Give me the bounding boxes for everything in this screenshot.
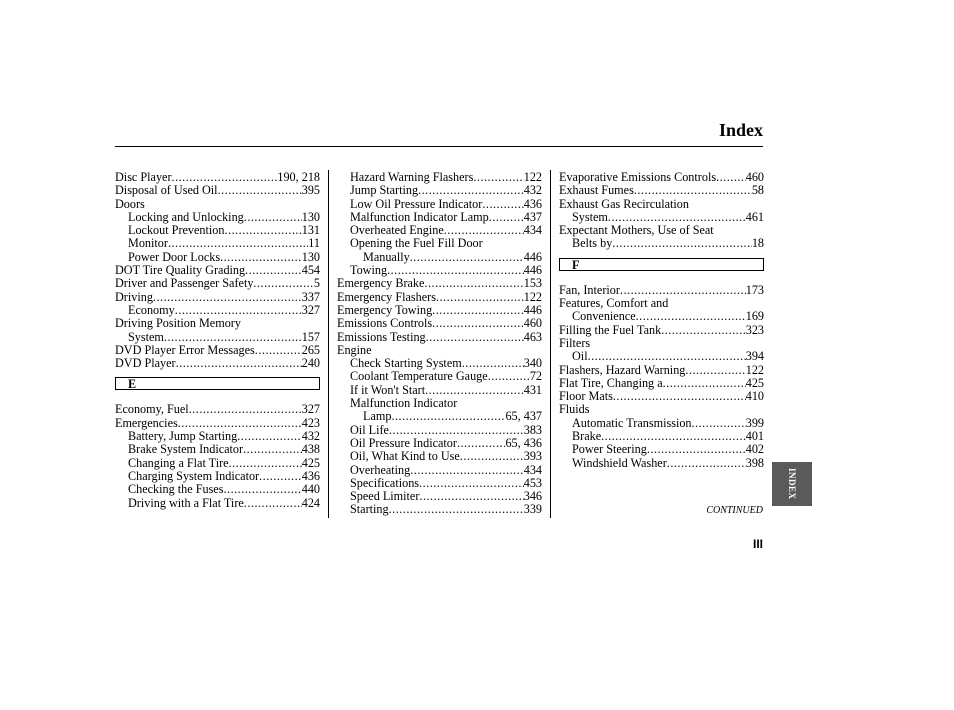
index-heading: [559, 403, 764, 416]
entry-page-number: 460: [523, 316, 542, 331]
index-entry[interactable]: [337, 490, 542, 503]
dot-leader: [601, 430, 746, 443]
index-entry[interactable]: [337, 251, 542, 264]
dot-leader: [612, 237, 752, 250]
dot-leader: [432, 317, 524, 330]
entry-text: Belts by: [572, 236, 613, 251]
dot-leader: [432, 304, 524, 317]
entry-text: Disc Player: [115, 170, 172, 184]
entry-page-number: 339: [523, 502, 542, 517]
entry-text: Opening the Fuel Fill Door: [350, 236, 483, 251]
index-entry[interactable]: [115, 331, 320, 344]
dot-leader: [224, 224, 301, 237]
index-entry[interactable]: [115, 184, 320, 197]
index-heading: [559, 198, 764, 211]
index-entry[interactable]: [337, 370, 542, 383]
index-entry[interactable]: [559, 430, 764, 443]
dot-leader: [462, 357, 524, 370]
index-entry[interactable]: [559, 310, 764, 323]
dot-leader: [164, 331, 302, 344]
index-entry[interactable]: [337, 437, 542, 450]
index-entry[interactable]: [337, 304, 542, 317]
index-entry[interactable]: [115, 237, 320, 250]
entry-page-number: 383: [523, 422, 542, 437]
entry-text: Disposal of Used Oil: [115, 183, 218, 198]
index-column-2: [337, 171, 542, 517]
entry-page-number: 153: [523, 276, 542, 291]
dot-leader: [243, 443, 302, 456]
index-entry[interactable]: [115, 497, 320, 510]
dot-leader: [168, 237, 308, 250]
entry-page-number: 395: [301, 183, 320, 198]
dot-leader: [482, 198, 523, 211]
dot-leader: [488, 370, 530, 383]
entry-text: Flat Tire, Changing a: [559, 375, 663, 390]
index-heading: [115, 198, 320, 211]
dot-leader: [237, 430, 301, 443]
index-entry[interactable]: [337, 384, 542, 397]
entry-page-number: 240: [301, 356, 320, 371]
entry-page-number: 436: [301, 468, 320, 483]
index-entry[interactable]: [115, 457, 320, 470]
entry-page-number: 337: [301, 289, 320, 304]
entry-text: Emissions Testing: [337, 329, 426, 344]
entry-page-number: 436: [523, 196, 542, 211]
entry-text: Floor Mats: [559, 389, 613, 404]
entry-page-number: 423: [301, 415, 320, 430]
index-entry[interactable]: [559, 284, 764, 297]
index-entry[interactable]: [337, 198, 542, 211]
entry-text: Brake: [572, 429, 602, 444]
entry-text: Low Oil Pressure Indicator: [350, 196, 483, 211]
entry-text: Exhaust Fumes: [559, 183, 634, 198]
entry-text: Driving Position Memory: [115, 316, 241, 331]
dot-leader: [244, 497, 302, 510]
entry-page-number: 65, 437: [505, 409, 542, 424]
entry-text: DOT Tire Quality Grading: [115, 263, 246, 278]
page-title: Index: [718, 120, 763, 140]
index-entry[interactable]: [115, 430, 320, 443]
entry-page-number: 461: [745, 209, 764, 224]
entry-page-number: 122: [523, 289, 542, 304]
dot-leader: [634, 184, 752, 197]
index-entry[interactable]: [115, 443, 320, 456]
dot-leader: [647, 443, 746, 456]
index-side-tab[interactable]: [772, 462, 812, 506]
entry-page-number: 401: [745, 429, 764, 444]
dot-leader: [444, 224, 524, 237]
dot-leader: [436, 291, 524, 304]
entry-text: Convenience: [572, 309, 636, 324]
entry-text: Locking and Unlocking: [128, 209, 244, 224]
index-entry[interactable]: [115, 470, 320, 483]
entry-page-number: 327: [301, 402, 320, 417]
index-entry[interactable]: [337, 171, 542, 184]
index-entry[interactable]: [337, 464, 542, 477]
entry-page-number: 130: [301, 209, 320, 224]
entry-page-number: 58: [751, 183, 764, 198]
entry-text: Oil Pressure Indicator: [350, 435, 457, 450]
dot-leader: [460, 450, 524, 463]
dot-leader: [613, 390, 746, 403]
entry-text: Economy: [128, 302, 175, 317]
entry-page-number: 424: [301, 495, 320, 510]
entry-text: System: [572, 209, 608, 224]
side-tab-label: INDEX: [787, 468, 797, 500]
entry-text: Malfunction Indicator: [350, 396, 458, 411]
entry-text: Starting: [350, 502, 389, 517]
index-entry[interactable]: [559, 237, 764, 250]
index-heading: [559, 337, 764, 350]
index-entry[interactable]: [115, 224, 320, 237]
entry-page-number: 130: [301, 249, 320, 264]
index-entry[interactable]: [337, 357, 542, 370]
title-rule: [115, 146, 763, 147]
index-entry[interactable]: [337, 477, 542, 490]
index-entry[interactable]: [337, 424, 542, 437]
entry-page-number: 432: [523, 183, 542, 198]
index-entry[interactable]: [559, 390, 764, 403]
entry-page-number: 340: [523, 356, 542, 371]
index-heading: [559, 297, 764, 310]
entry-page-number: 446: [523, 302, 542, 317]
dot-leader: [253, 277, 313, 290]
index-entry[interactable]: [337, 264, 542, 277]
column-divider: [328, 170, 329, 518]
dot-leader: [244, 211, 302, 224]
dot-leader: [685, 364, 745, 377]
page-number: III: [752, 537, 763, 551]
index-column-3: [559, 171, 764, 470]
entry-page-number: 190, 218: [277, 170, 320, 184]
entry-text: Malfunction Indicator Lamp: [350, 209, 489, 224]
entry-text: DVD Player Error Messages: [115, 342, 255, 357]
index-entry[interactable]: [559, 324, 764, 337]
entry-page-number: 393: [523, 449, 542, 464]
entry-page-number: 169: [745, 309, 764, 324]
entry-text: Checking the Fuses: [128, 482, 224, 497]
dot-leader: [389, 424, 524, 437]
entry-text: Specifications: [350, 475, 420, 490]
entry-page-number: 453: [523, 475, 542, 490]
entry-text: Oil: [572, 349, 588, 364]
entry-text: Lamp: [363, 409, 392, 424]
entry-text: Flashers, Hazard Warning: [559, 362, 686, 377]
entry-page-number: 434: [523, 223, 542, 238]
entry-text: Changing a Flat Tire: [128, 455, 229, 470]
entry-text: DVD Player: [115, 356, 176, 371]
index-heading: [337, 237, 542, 250]
dot-leader: [172, 171, 278, 184]
entry-page-number: 432: [301, 429, 320, 444]
entry-text: Evaporative Emissions Controls: [559, 170, 717, 184]
entry-text: Charging System Indicator: [128, 468, 260, 483]
entry-page-number: 460: [745, 170, 764, 184]
dot-leader: [245, 264, 302, 277]
index-entry[interactable]: [115, 251, 320, 264]
dot-leader: [588, 350, 746, 363]
dot-leader: [663, 377, 746, 390]
index-entry[interactable]: [337, 277, 542, 290]
entry-text: Emissions Controls: [337, 316, 433, 331]
entry-text: Oil, What Kind to Use: [350, 449, 460, 464]
dot-leader: [418, 184, 524, 197]
dot-leader: [229, 457, 302, 470]
index-entry[interactable]: [115, 277, 320, 290]
entry-page-number: 446: [523, 263, 542, 278]
dot-leader: [473, 171, 523, 184]
entry-page-number: 454: [301, 263, 320, 278]
entry-page-number: 18: [751, 236, 764, 251]
index-entry[interactable]: [559, 377, 764, 390]
index-entry[interactable]: [559, 443, 764, 456]
index-entry[interactable]: [337, 224, 542, 237]
index-entry[interactable]: [559, 171, 764, 184]
dot-leader: [489, 211, 524, 224]
entry-text: Coolant Temperature Gauge: [350, 369, 488, 384]
entry-text: Jump Starting: [350, 183, 419, 198]
dot-leader: [457, 437, 505, 450]
dot-leader: [426, 331, 524, 344]
section-letter-box: E: [115, 377, 320, 390]
entry-page-number: 425: [745, 375, 764, 390]
dot-leader: [620, 284, 746, 297]
index-entry[interactable]: [115, 403, 320, 416]
entry-text: Emergency Towing: [337, 302, 433, 317]
index-heading: [337, 344, 542, 357]
dot-leader: [189, 403, 302, 416]
entry-text: Doors: [115, 196, 145, 211]
dot-leader: [410, 251, 524, 264]
entry-page-number: 410: [745, 389, 764, 404]
index-heading: [559, 224, 764, 237]
index-entry[interactable]: [337, 410, 542, 423]
dot-leader: [391, 410, 505, 423]
entry-text: Monitor: [128, 236, 168, 251]
index-entry[interactable]: [337, 184, 542, 197]
dot-leader: [389, 503, 524, 516]
entry-text: If it Won't Start: [350, 382, 426, 397]
index-entry[interactable]: [337, 450, 542, 463]
entry-text: Brake System Indicator: [128, 442, 244, 457]
index-entry[interactable]: [337, 331, 542, 344]
entry-text: Driving: [115, 289, 153, 304]
entry-text: Exhaust Gas Recirculation: [559, 196, 689, 211]
continued-label: CONTINUED: [706, 505, 763, 516]
entry-page-number: 399: [745, 415, 764, 430]
dot-leader: [667, 457, 746, 470]
entry-page-number: 438: [301, 442, 320, 457]
entry-text: Manually: [363, 249, 410, 264]
entry-text: Overheating: [350, 462, 411, 477]
dot-leader: [716, 171, 746, 184]
dot-leader: [636, 310, 746, 323]
dot-leader: [419, 490, 523, 503]
index-entry[interactable]: [337, 503, 542, 516]
index-entry[interactable]: [115, 357, 320, 370]
index-entry[interactable]: [559, 364, 764, 377]
dot-leader: [692, 417, 746, 430]
entry-page-number: 157: [301, 329, 320, 344]
entry-page-number: 346: [523, 489, 542, 504]
index-entry[interactable]: [115, 417, 320, 430]
entry-page-number: 173: [745, 282, 764, 297]
entry-text: System: [128, 329, 164, 344]
entry-page-number: 434: [523, 462, 542, 477]
entry-page-number: 463: [523, 329, 542, 344]
index-entry[interactable]: [559, 457, 764, 470]
entry-text: Lockout Prevention: [128, 223, 225, 238]
entry-page-number: 131: [301, 223, 320, 238]
column-divider: [550, 170, 551, 518]
entry-text: Check Starting System: [350, 356, 462, 371]
entry-page-number: 122: [523, 170, 542, 184]
dot-leader: [176, 357, 302, 370]
entry-page-number: 446: [523, 249, 542, 264]
dot-leader: [220, 251, 302, 264]
entry-page-number: 437: [523, 209, 542, 224]
entry-page-number: 440: [301, 482, 320, 497]
dot-leader: [608, 211, 746, 224]
index-entry[interactable]: [559, 350, 764, 363]
dot-leader: [175, 304, 302, 317]
entry-text: Speed Limiter: [350, 489, 420, 504]
entry-page-number: 327: [301, 302, 320, 317]
index-entry[interactable]: [115, 171, 320, 184]
dot-leader: [661, 324, 746, 337]
entry-text: Overheated Engine: [350, 223, 444, 238]
entry-text: Fan, Interior: [559, 282, 620, 297]
index-entry[interactable]: [559, 184, 764, 197]
dot-leader: [259, 470, 302, 483]
dot-leader: [424, 277, 523, 290]
index-entry[interactable]: [337, 291, 542, 304]
entry-text: Economy, Fuel: [115, 402, 189, 417]
entry-page-number: 431: [523, 382, 542, 397]
dot-leader: [410, 464, 523, 477]
entry-page-number: 323: [745, 322, 764, 337]
dot-leader: [153, 291, 302, 304]
entry-text: Engine: [337, 342, 372, 357]
entry-text: Hazard Warning Flashers: [350, 170, 474, 184]
entry-text: Emergency Brake: [337, 276, 425, 291]
entry-page-number: 122: [745, 362, 764, 377]
entry-page-number: 402: [745, 442, 764, 457]
entry-page-number: 394: [745, 349, 764, 364]
index-entry[interactable]: [337, 211, 542, 224]
index-entry[interactable]: [115, 304, 320, 317]
index-column-1: [115, 171, 320, 510]
entry-text: Automatic Transmission: [572, 415, 692, 430]
index-entry[interactable]: [559, 211, 764, 224]
dot-leader: [419, 477, 524, 490]
dot-leader: [255, 344, 302, 357]
dot-leader: [387, 264, 524, 277]
entry-page-number: 65, 436: [505, 435, 542, 450]
index-heading: [115, 317, 320, 330]
entry-page-number: 11: [308, 236, 320, 251]
dot-leader: [178, 417, 302, 430]
index-entry[interactable]: [115, 483, 320, 496]
entry-text: Towing: [350, 263, 388, 278]
entry-text: Oil Life: [350, 422, 389, 437]
index-entry[interactable]: [115, 344, 320, 357]
entry-text: Emergency Flashers: [337, 289, 436, 304]
entry-text: Power Steering: [572, 442, 647, 457]
entry-text: Fluids: [559, 402, 590, 417]
entry-text: Filters: [559, 335, 591, 350]
entry-text: Features, Comfort and: [559, 296, 669, 311]
index-entry[interactable]: [115, 264, 320, 277]
entry-page-number: 265: [301, 342, 320, 357]
dot-leader: [425, 384, 524, 397]
index-entry[interactable]: [337, 317, 542, 330]
index-entry[interactable]: [115, 291, 320, 304]
entry-text: Windshield Washer: [572, 455, 667, 470]
entry-text: Driving with a Flat Tire: [128, 495, 244, 510]
dot-leader: [218, 184, 302, 197]
entry-text: Battery, Jump Starting: [128, 429, 238, 444]
entry-text: Expectant Mothers, Use of Seat: [559, 223, 714, 238]
entry-text: Driver and Passenger Safety: [115, 276, 254, 291]
index-entry[interactable]: [559, 417, 764, 430]
section-letter-box: F: [559, 258, 764, 271]
index-heading: [337, 397, 542, 410]
index-entry[interactable]: [115, 211, 320, 224]
dot-leader: [223, 483, 301, 496]
entry-page-number: 425: [301, 455, 320, 470]
entry-text: Power Door Locks: [128, 249, 221, 264]
entry-page-number: 72: [529, 369, 542, 384]
entry-text: Filling the Fuel Tank: [559, 322, 662, 337]
entry-page-number: 5: [313, 276, 320, 291]
entry-text: Emergencies: [115, 415, 178, 430]
entry-page-number: 398: [745, 455, 764, 470]
